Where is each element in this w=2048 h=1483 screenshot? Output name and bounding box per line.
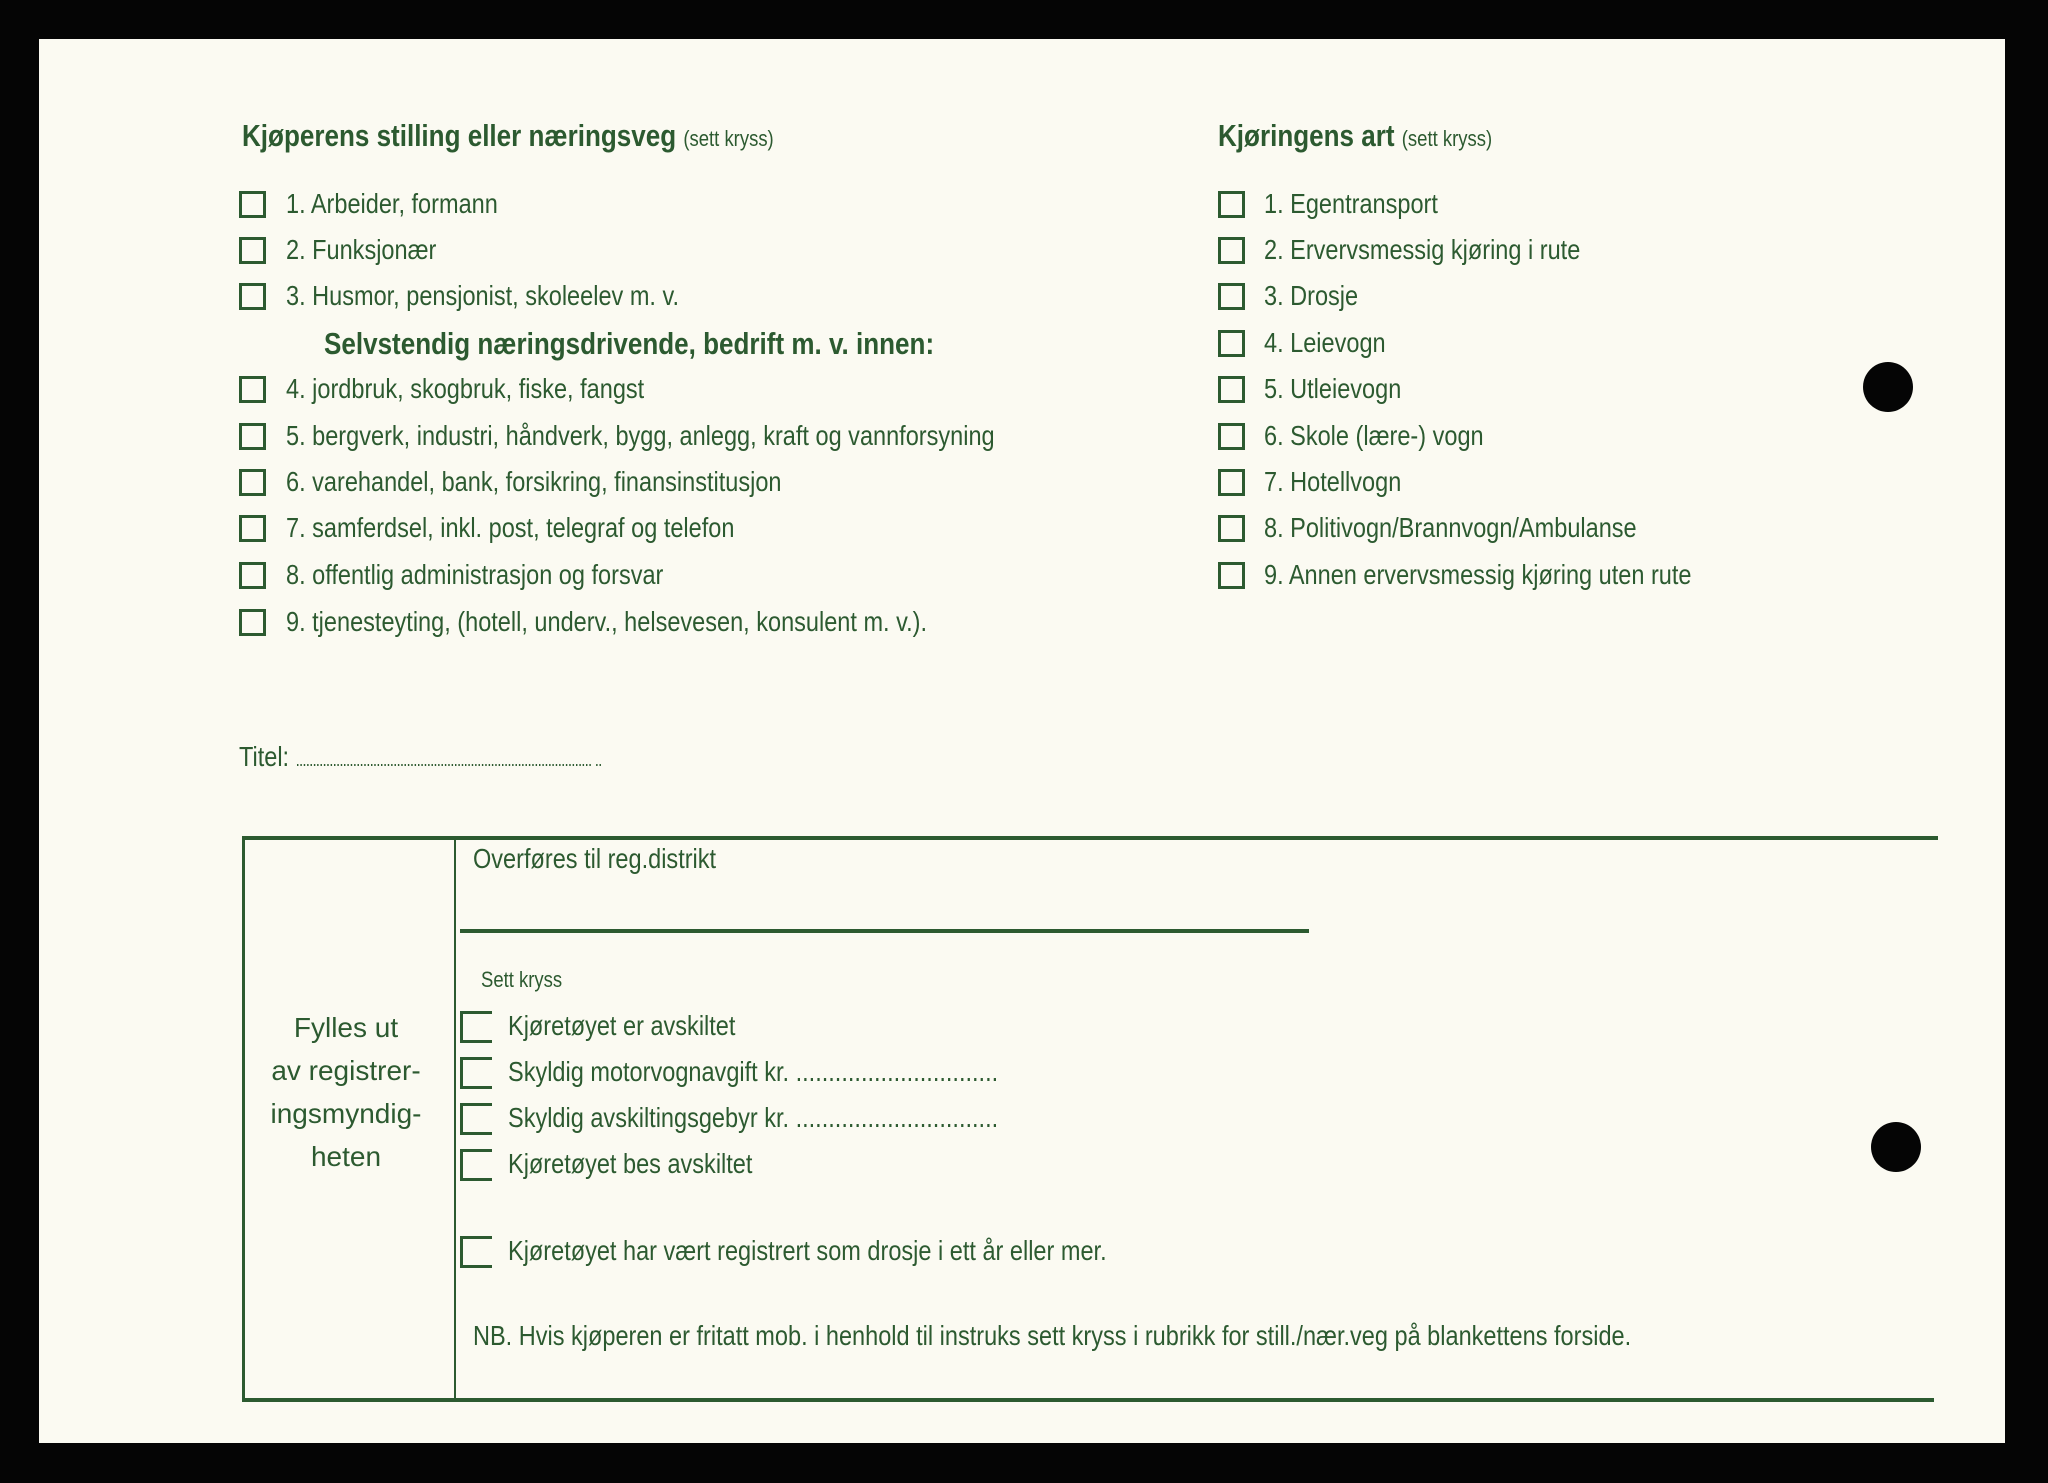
check-deregistration-fee: Skyldig avskiltingsgebyr kr. ............................... [508,1102,999,1133]
checkbox-deregistered[interactable] [460,1011,492,1043]
checkbox-driving-9[interactable] [1218,562,1245,589]
checkbox-request-deregistration[interactable] [460,1149,492,1181]
checkbox-taxi-registered[interactable] [460,1236,492,1268]
checkbox-occupation-8[interactable] [239,562,266,589]
occupation-option-8: 8. offentlig administrasjon og forsvar [286,559,664,590]
box-top-border [242,836,1938,840]
title-field[interactable] [239,741,671,773]
check-request-deregistration: Kjøretøyet bes avskiltet [508,1148,753,1179]
occupation-option-3: 3. Husmor, pensjonist, skoleelev m. v. [286,280,680,311]
occupation-option-6: 6. varehandel, bank, forsikring, finansinstitusjon [286,466,782,497]
transfer-label: Overføres til reg.distrikt [473,843,717,874]
checkbox-occupation-2[interactable] [239,237,266,264]
occupation-option-2: 2. Funksjonær [286,234,437,265]
heading-text: Kjøperens stilling eller næringsveg [242,118,677,153]
heading-text: Kjøringens art [1218,118,1395,153]
checkbox-deregistration-fee[interactable] [460,1103,492,1135]
box-bottom-border [242,1398,1934,1402]
driving-option-8: 8. Politivogn/Brannvogn/Ambulanse [1264,512,1637,543]
title-label: Titel: [239,741,290,772]
transfer-district-line[interactable] [460,929,1309,933]
side-label: Fylles ut av registrer- ingsmyndig- heten [270,1012,422,1172]
title-dotted-line: ........................................................................................ .. [295,750,602,770]
checkbox-occupation-1[interactable] [239,191,266,218]
driving-option-1: 1. Egentransport [1264,188,1438,219]
heading-hint: (sett kryss) [683,126,774,151]
checkbox-driving-3[interactable] [1218,283,1245,310]
occupation-option-4: 4. jordbruk, skogbruk, fiske, fangst [286,373,645,404]
checkbox-occupation-3[interactable] [239,283,266,310]
occupation-option-1: 1. Arbeider, formann [286,188,498,219]
occupation-option-9: 9. tjenesteyting, (hotell, underv., helsevesen, konsulent m. v.). [286,606,928,637]
driving-option-4: 4. Leievogn [1264,327,1386,358]
check-taxi-registered: Kjøretøyet har vært registrert som drosje i ett år eller mer. [508,1235,1107,1266]
check-motor-fee: Skyldig motorvognavgift kr. ............................... [508,1056,999,1087]
checkbox-driving-7[interactable] [1218,469,1245,496]
buyer-occupation-heading [242,118,875,154]
nb-note: NB. Hvis kjøperen er fritatt mob. i henhold til instruks sett kryss i rubrikk for still./nær.veg på blankettens forside. [473,1320,1632,1351]
punch-hole [1863,362,1913,412]
occupation-option-5: 5. bergverk, industri, håndverk, bygg, anlegg, kraft og vannforsyning [286,420,995,451]
driving-option-7: 7. Hotellvogn [1264,466,1402,497]
driving-type-heading [1218,118,1544,154]
punch-hole [1871,1122,1921,1172]
self-employed-subheading: Selvstendig næringsdrivende, bedrift m. v. innen: [324,326,935,361]
checkbox-driving-1[interactable] [1218,191,1245,218]
checkbox-driving-8[interactable] [1218,515,1245,542]
driving-option-5: 5. Utleievogn [1264,373,1402,404]
checkbox-occupation-7[interactable] [239,515,266,542]
checkbox-driving-6[interactable] [1218,423,1245,450]
check-deregistered: Kjøretøyet er avskiltet [508,1010,736,1041]
driving-option-6: 6. Skole (lære-) vogn [1264,420,1484,451]
driving-option-9: 9. Annen ervervsmessig kjøring uten rute [1264,559,1692,590]
heading-hint: (sett kryss) [1401,126,1493,151]
checkbox-motor-fee[interactable] [460,1057,492,1089]
driving-option-3: 3. Drosje [1264,280,1359,311]
checkbox-occupation-4[interactable] [239,376,266,403]
checkbox-driving-5[interactable] [1218,376,1245,403]
driving-option-2: 2. Ervervsmessig kjøring i rute [1264,234,1581,265]
sett-kryss-label: Sett kryss [481,967,563,992]
checkbox-occupation-6[interactable] [239,469,266,496]
occupation-option-7: 7. samferdsel, inkl. post, telegraf og telefon [286,512,735,543]
checkbox-driving-2[interactable] [1218,237,1245,264]
checkbox-driving-4[interactable] [1218,330,1245,357]
checkbox-occupation-5[interactable] [239,423,266,450]
checkbox-occupation-9[interactable] [239,609,266,636]
